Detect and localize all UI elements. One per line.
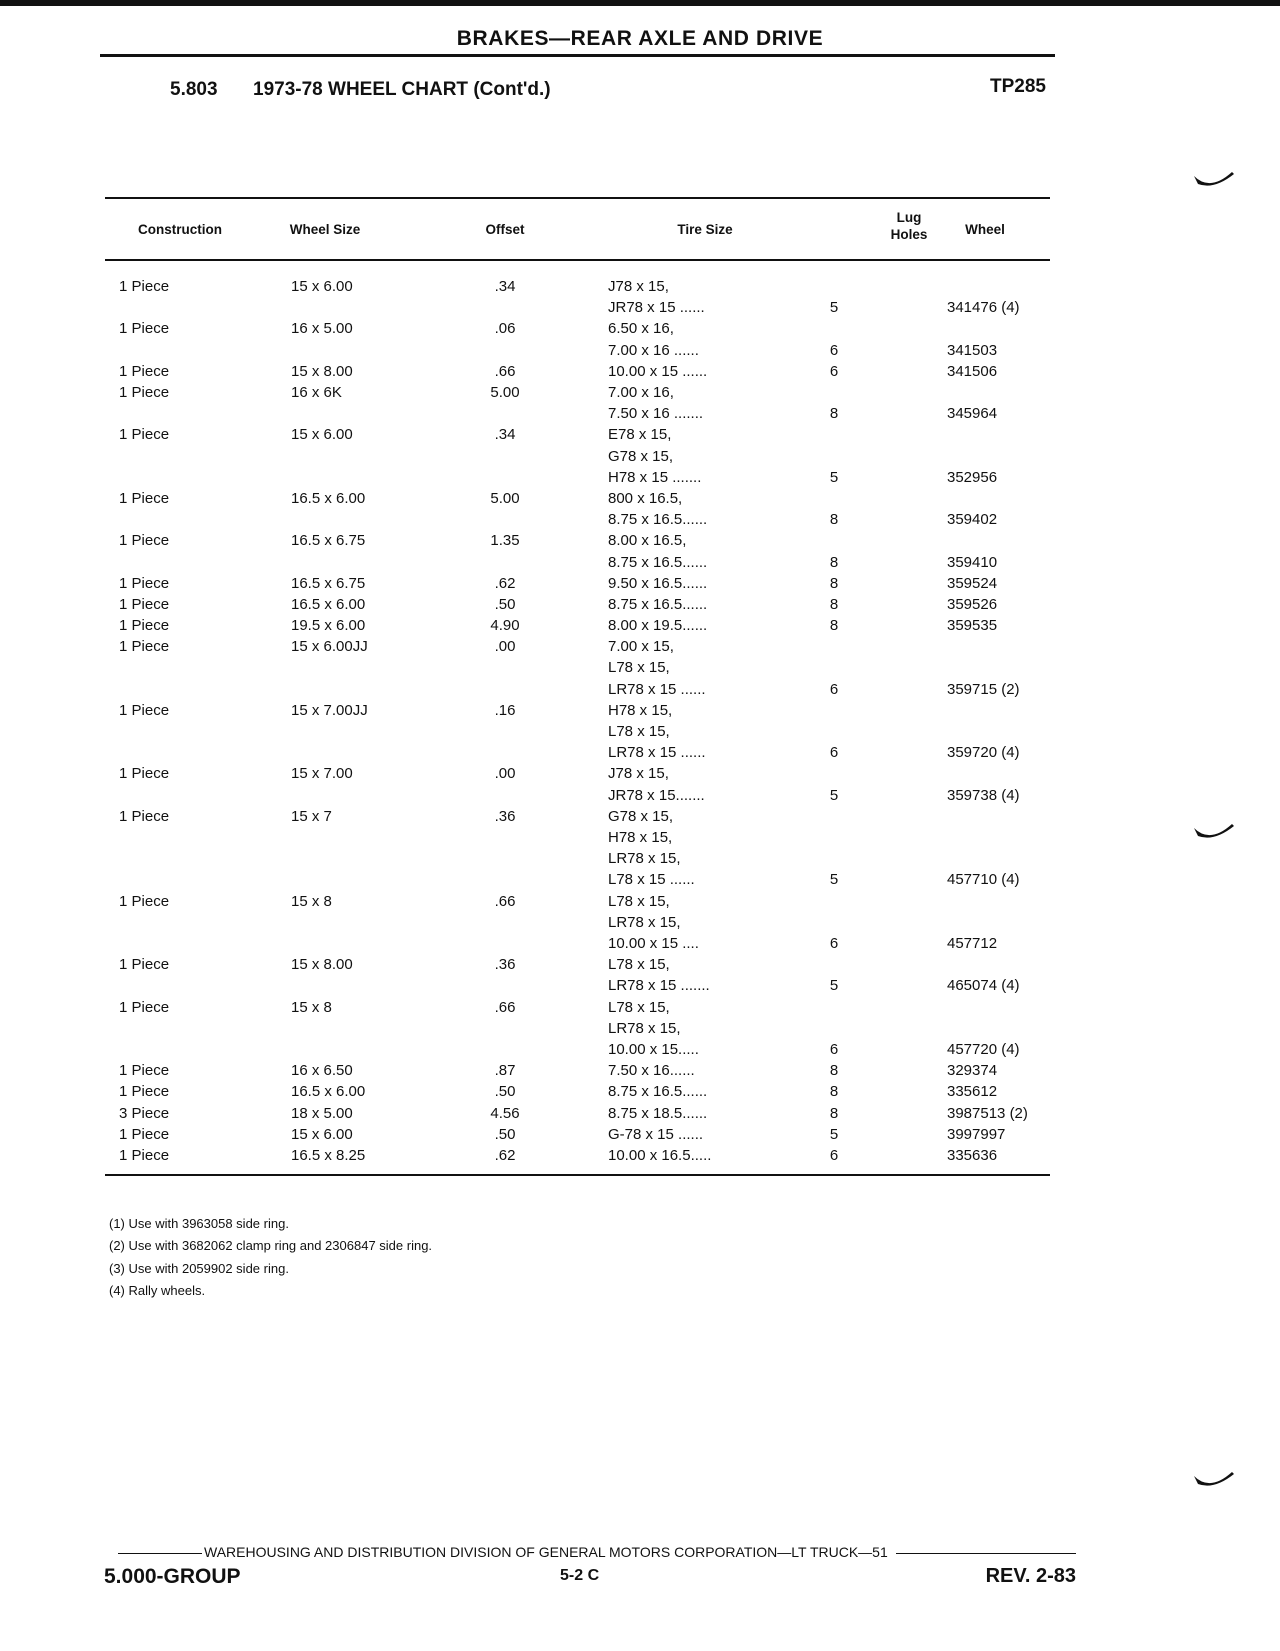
table-row <box>105 806 1050 891</box>
cell-construction: 1 Piece <box>119 532 170 550</box>
header-rule <box>100 54 1055 57</box>
cell-wheel-number: 359402 <box>947 511 998 529</box>
cell-construction: 1 Piece <box>119 1083 170 1101</box>
footer-rule-left <box>118 1553 202 1554</box>
cell-wheel-number: 359410 <box>947 553 998 571</box>
tire-size-line: 8.75 x 16.5...... <box>608 1083 708 1101</box>
table-row <box>105 763 1050 805</box>
cell-tire-size <box>608 763 808 805</box>
tire-size-line: LR78 x 15 ...... <box>608 744 706 762</box>
cell-offset: .16 <box>494 701 516 719</box>
cell-lug-holes: 6 <box>829 744 839 762</box>
tire-size-line: G-78 x 15 ...... <box>608 1125 704 1143</box>
cell-tire-size <box>608 1081 808 1102</box>
footnote: (4) Rally wheels. <box>109 1282 206 1298</box>
tire-size-line: J78 x 15, <box>608 765 669 783</box>
tire-size-line: L78 x 15, <box>608 998 670 1016</box>
cell-tire-size <box>608 891 808 955</box>
cell-wheel-size: 15 x 8.00 <box>291 956 353 974</box>
cell-offset: 4.90 <box>490 617 520 635</box>
cell-wheel-size: 16 x 5.00 <box>291 320 353 338</box>
cell-wheel-number: 3987513 (2) <box>947 1104 1028 1122</box>
cell-tire-size <box>608 954 808 996</box>
cell-tire-size <box>608 1060 808 1081</box>
tire-size-line: H78 x 15, <box>608 829 673 847</box>
section-title: 1973-78 WHEEL CHART (Cont'd.) <box>253 79 551 100</box>
cell-construction: 1 Piece <box>119 426 170 444</box>
cell-tire-size <box>608 276 808 318</box>
tire-size-line: G78 x 15, <box>608 807 674 825</box>
page-header-title: BRAKES—REAR AXLE AND DRIVE <box>456 27 824 50</box>
tire-size-line: G78 x 15, <box>608 447 674 465</box>
tire-size-line: 800 x 16.5, <box>608 489 683 507</box>
cell-construction: 1 Piece <box>119 892 170 910</box>
table-row <box>105 573 1050 594</box>
binder-clip-mark <box>1192 168 1236 190</box>
tire-size-line: L78 x 15, <box>608 659 670 677</box>
cell-offset: .00 <box>494 765 516 783</box>
cell-wheel-size: 19.5 x 6.00 <box>291 617 366 635</box>
table-header <box>105 199 1050 261</box>
cell-lug-holes: 8 <box>829 595 839 613</box>
cell-offset: .34 <box>494 426 516 444</box>
cell-offset: 5.00 <box>490 489 520 507</box>
tire-size-line: LR78 x 15, <box>608 913 681 931</box>
cell-wheel-number: 359535 <box>947 617 998 635</box>
tire-size-line: 10.00 x 16.5..... <box>608 1147 712 1164</box>
cell-tire-size <box>608 594 808 615</box>
tire-size-line: 7.50 x 16...... <box>608 1062 695 1080</box>
cell-offset: .36 <box>494 956 516 974</box>
cell-wheel-number: 341476 (4) <box>947 299 1020 317</box>
cell-tire-size <box>608 361 808 382</box>
cell-construction: 1 Piece <box>119 574 170 592</box>
cell-construction: 1 Piece <box>119 1125 170 1143</box>
cell-construction: 1 Piece <box>119 362 170 380</box>
cell-wheel-number: 457720 (4) <box>947 1041 1020 1059</box>
cell-wheel-size: 15 x 6.00 <box>291 1125 353 1143</box>
table-row <box>105 276 1050 318</box>
cell-tire-size <box>608 615 808 636</box>
cell-offset: .50 <box>494 595 516 613</box>
footnote: (2) Use with 3682062 clamp ring and 2306847 side ring. <box>109 1238 433 1254</box>
cell-wheel-size: 15 x 6.00JJ <box>291 638 368 656</box>
cell-construction: 1 Piece <box>119 956 170 974</box>
cell-offset: .66 <box>494 892 516 910</box>
tire-size-line: 6.50 x 16, <box>608 320 674 338</box>
cell-wheel-number: 359720 (4) <box>947 744 1020 762</box>
cell-construction: 1 Piece <box>119 765 170 783</box>
cell-lug-holes: 8 <box>829 405 839 423</box>
table-row <box>105 954 1050 996</box>
header-offset: Offset <box>485 222 525 237</box>
cell-lug-holes: 5 <box>829 977 839 995</box>
cell-construction: 1 Piece <box>119 278 170 295</box>
cell-offset: .50 <box>494 1125 516 1143</box>
cell-tire-size <box>608 1145 808 1166</box>
tire-size-line: 10.00 x 15 .... <box>608 935 699 953</box>
cell-tire-size <box>608 997 808 1061</box>
cell-tire-size <box>608 1103 808 1124</box>
tire-size-line: LR78 x 15 ....... <box>608 977 710 995</box>
cell-tire-size <box>608 530 808 572</box>
tire-size-line: L78 x 15, <box>608 723 670 741</box>
tire-size-line: 10.00 x 15..... <box>608 1041 699 1059</box>
table-row <box>105 1103 1050 1124</box>
table-row <box>105 997 1050 1061</box>
table-row <box>105 891 1050 955</box>
cell-wheel-size: 16.5 x 6.00 <box>291 489 366 507</box>
cell-lug-holes: 5 <box>829 1125 839 1143</box>
cell-lug-holes: 8 <box>829 1083 839 1101</box>
cell-tire-size <box>608 700 808 764</box>
tire-size-line: H78 x 15, <box>608 701 673 719</box>
cell-tire-size <box>608 382 808 424</box>
table-row <box>105 361 1050 382</box>
tire-size-line: LR78 x 15, <box>608 1019 681 1037</box>
cell-construction: 1 Piece <box>119 638 170 656</box>
wheel-chart-table <box>105 197 1050 1176</box>
cell-construction: 1 Piece <box>119 1147 170 1164</box>
cell-offset: .34 <box>494 278 516 295</box>
cell-offset: .50 <box>494 1083 516 1101</box>
tire-size-line: 8.75 x 18.5...... <box>608 1104 708 1122</box>
cell-lug-holes: 6 <box>829 1147 839 1164</box>
tire-size-line: L78 x 15 ...... <box>608 871 695 889</box>
cell-wheel-number: 457710 (4) <box>947 871 1020 889</box>
cell-wheel-number: 329374 <box>947 1062 998 1080</box>
cell-wheel-size: 16.5 x 6.00 <box>291 1083 366 1101</box>
cell-wheel-size: 16 x 6.50 <box>291 1062 353 1080</box>
cell-lug-holes: 5 <box>829 786 839 804</box>
cell-wheel-size: 15 x 8 <box>291 892 332 910</box>
cell-construction: 1 Piece <box>119 595 170 613</box>
table-row <box>105 1145 1050 1166</box>
cell-lug-holes: 8 <box>829 617 839 635</box>
cell-lug-holes: 6 <box>829 362 839 380</box>
cell-lug-holes: 8 <box>829 553 839 571</box>
cell-offset: 5.00 <box>490 383 520 401</box>
binder-clip-mark <box>1192 820 1236 842</box>
cell-wheel-size: 15 x 8 <box>291 998 332 1016</box>
cell-wheel-size: 15 x 7.00JJ <box>291 701 368 719</box>
header-wheel-size: Wheel Size <box>289 222 361 237</box>
cell-offset: .36 <box>494 807 516 825</box>
cell-tire-size <box>608 488 808 530</box>
cell-construction: 1 Piece <box>119 998 170 1016</box>
cell-lug-holes: 6 <box>829 680 839 698</box>
footer-group: 5.000-GROUP <box>104 1565 241 1588</box>
footer-revision: REV. 2-83 <box>985 1565 1076 1587</box>
tire-size-line: 7.50 x 16 ....... <box>608 405 704 423</box>
cell-wheel-size: 16.5 x 8.25 <box>291 1147 366 1164</box>
cell-wheel-size: 16.5 x 6.75 <box>291 574 366 592</box>
cell-wheel-size: 16.5 x 6.75 <box>291 532 366 550</box>
cell-wheel-number: 465074 (4) <box>947 977 1020 995</box>
tire-size-line: 9.50 x 16.5...... <box>608 574 708 592</box>
tire-size-line: 10.00 x 15 ...... <box>608 362 708 380</box>
top-edge-bar <box>0 0 1280 6</box>
tire-size-line: LR78 x 15, <box>608 850 681 868</box>
header-construction: Construction <box>138 222 222 237</box>
cell-lug-holes: 8 <box>829 1062 839 1080</box>
cell-offset: .62 <box>494 1147 516 1164</box>
tire-size-line: H78 x 15 ....... <box>608 468 702 486</box>
cell-construction: 1 Piece <box>119 1062 170 1080</box>
cell-wheel-number: 345964 <box>947 405 998 423</box>
cell-offset: .62 <box>494 574 516 592</box>
tire-size-line: J78 x 15, <box>608 278 669 295</box>
tire-size-line: 8.75 x 16.5...... <box>608 553 708 571</box>
tire-size-line: E78 x 15, <box>608 426 672 444</box>
cell-wheel-number: 359715 (2) <box>947 680 1020 698</box>
header-wheel: Wheel <box>965 222 1005 237</box>
tire-size-line: 8.00 x 19.5...... <box>608 617 708 635</box>
table-row <box>105 1124 1050 1145</box>
table-row <box>105 1060 1050 1081</box>
cell-offset: .06 <box>494 320 516 338</box>
cell-wheel-size: 15 x 8.00 <box>291 362 353 380</box>
tire-size-line: JR78 x 15 ...... <box>608 299 705 317</box>
cell-tire-size <box>608 1124 808 1145</box>
footer-rule-right <box>896 1553 1076 1554</box>
cell-construction: 1 Piece <box>119 807 170 825</box>
cell-offset: .66 <box>494 362 516 380</box>
cell-wheel-number: 457712 <box>947 935 998 953</box>
footnote: (1) Use with 3963058 side ring. <box>109 1216 289 1231</box>
cell-wheel-number: 341506 <box>947 362 998 380</box>
cell-wheel-number: 359524 <box>947 574 998 592</box>
cell-lug-holes: 5 <box>829 871 839 889</box>
tire-size-line: L78 x 15, <box>608 956 670 974</box>
document-code: TP285 <box>990 76 1046 97</box>
cell-wheel-number: 359526 <box>947 595 998 613</box>
table-row <box>105 382 1050 424</box>
cell-wheel-number: 335612 <box>947 1083 998 1101</box>
cell-construction: 1 Piece <box>119 701 170 719</box>
table-row <box>105 530 1050 572</box>
footer-page-number: 5-2 C <box>560 1567 600 1584</box>
cell-offset: .66 <box>494 998 516 1016</box>
tire-size-line: JR78 x 15....... <box>608 786 705 804</box>
table-row <box>105 594 1050 615</box>
cell-lug-holes: 6 <box>829 935 839 953</box>
cell-wheel-size: 16 x 6K <box>291 383 342 401</box>
cell-lug-holes: 8 <box>829 574 839 592</box>
footer-text: WAREHOUSING AND DISTRIBUTION DIVISION OF GENERAL MOTORS CORPORATION—LT TRUCK—51 <box>204 1544 888 1560</box>
cell-lug-holes: 8 <box>829 511 839 529</box>
header-lug-holes: Lug Holes <box>890 210 928 242</box>
cell-wheel-number: 3997997 <box>947 1125 1006 1143</box>
table-body <box>105 261 1050 1176</box>
footnote: (3) Use with 2059902 side ring. <box>109 1260 289 1276</box>
cell-wheel-number: 359738 (4) <box>947 786 1020 804</box>
cell-wheel-number: 352956 <box>947 468 998 486</box>
cell-lug-holes: 8 <box>829 1104 839 1122</box>
cell-wheel-number: 341503 <box>947 341 998 359</box>
footer-line <box>118 1544 1076 1560</box>
cell-lug-holes: 5 <box>829 468 839 486</box>
cell-wheel-size: 16.5 x 6.00 <box>291 595 366 613</box>
tire-size-line: 7.00 x 15, <box>608 638 674 656</box>
cell-wheel-number: 335636 <box>947 1147 998 1164</box>
table-row <box>105 615 1050 636</box>
cell-wheel-size: 15 x 6.00 <box>291 278 353 295</box>
table-row <box>105 636 1050 700</box>
cell-construction: 1 Piece <box>119 383 170 401</box>
table-row <box>105 424 1050 488</box>
header-tire-size: Tire Size <box>677 222 733 237</box>
cell-wheel-size: 18 x 5.00 <box>291 1104 353 1122</box>
tire-size-line: 7.00 x 16 ...... <box>608 341 699 359</box>
cell-wheel-size: 15 x 6.00 <box>291 426 353 444</box>
cell-tire-size <box>608 424 808 488</box>
table-row <box>105 700 1050 764</box>
cell-tire-size <box>608 573 808 594</box>
cell-offset: 1.35 <box>490 532 520 550</box>
table-row <box>105 1081 1050 1102</box>
tire-size-line: 8.00 x 16.5, <box>608 532 687 550</box>
binder-clip-mark <box>1192 1468 1236 1490</box>
cell-tire-size <box>608 318 808 360</box>
cell-offset: .87 <box>494 1062 516 1080</box>
cell-construction: 1 Piece <box>119 489 170 507</box>
cell-offset: .00 <box>494 638 516 656</box>
tire-size-line: L78 x 15, <box>608 892 670 910</box>
cell-lug-holes: 6 <box>829 341 839 359</box>
cell-construction: 3 Piece <box>119 1104 170 1122</box>
cell-tire-size <box>608 806 808 891</box>
tire-size-line: 8.75 x 16.5...... <box>608 511 708 529</box>
section-number: 5.803 <box>170 79 218 100</box>
cell-offset: 4.56 <box>490 1104 520 1122</box>
cell-lug-holes: 6 <box>829 1041 839 1059</box>
cell-construction: 1 Piece <box>119 320 170 338</box>
cell-tire-size <box>608 636 808 700</box>
tire-size-line: 8.75 x 16.5...... <box>608 595 708 613</box>
cell-lug-holes: 5 <box>829 299 839 317</box>
cell-wheel-size: 15 x 7.00 <box>291 765 353 783</box>
table-row <box>105 318 1050 360</box>
tire-size-line: LR78 x 15 ...... <box>608 680 706 698</box>
cell-construction: 1 Piece <box>119 617 170 635</box>
tire-size-line: 7.00 x 16, <box>608 383 674 401</box>
footnotes <box>109 1213 432 1302</box>
table-row <box>105 488 1050 530</box>
cell-wheel-size: 15 x 7 <box>291 807 332 825</box>
